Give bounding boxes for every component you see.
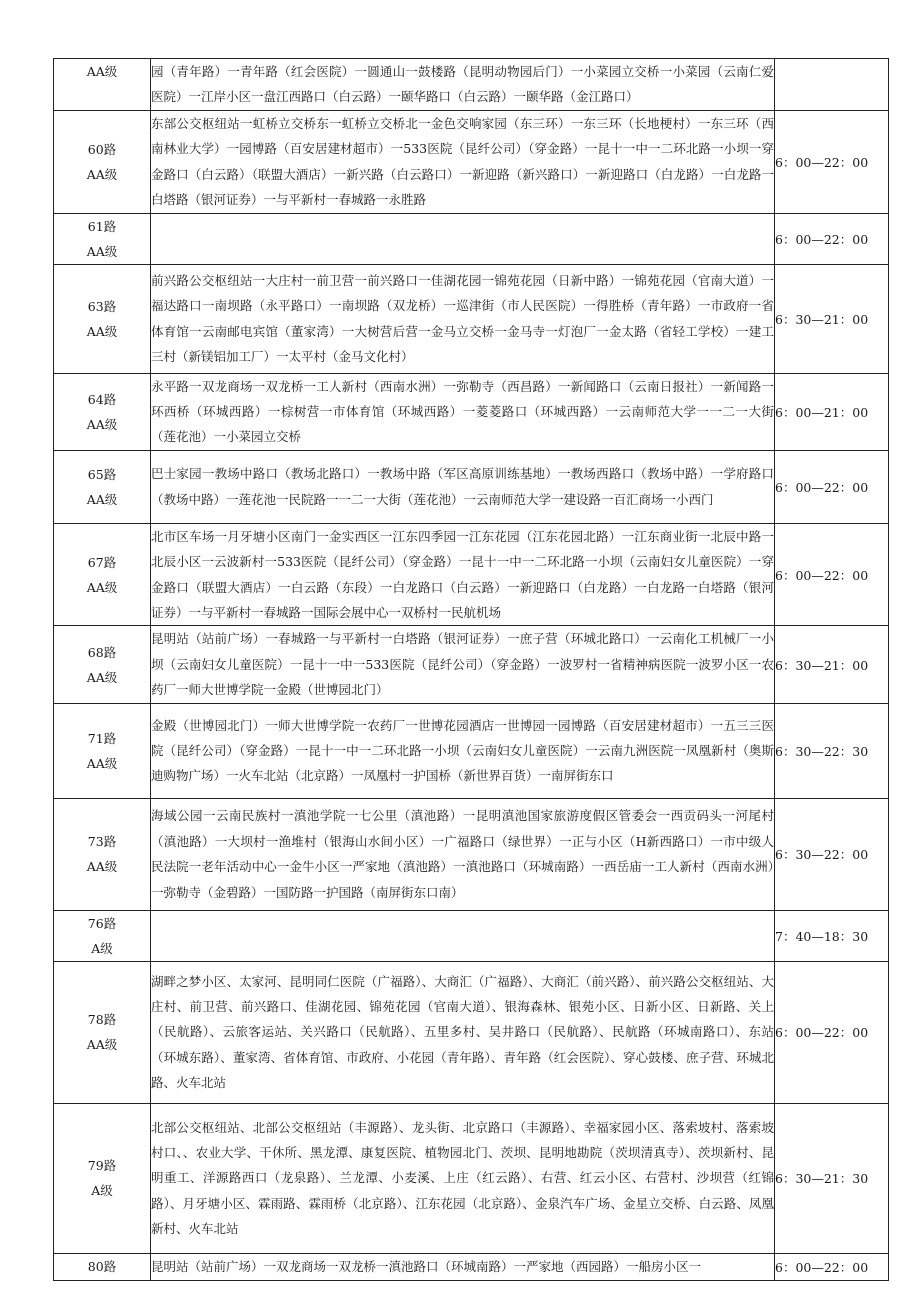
route-number: 64路: [87, 391, 117, 407]
table-row: [54, 703, 889, 798]
service-level: AA级: [86, 323, 118, 339]
stops-cell: [151, 523, 775, 626]
route-number: 80路: [87, 1258, 117, 1274]
stops-list: 北市区车场一月牙塘小区南门一金实西区一江东四季园一江东花园（江东花园北路）一江东商业街一北辰中路一北辰小区一云波新村一533医院（昆纤公司）（穿金路）一昆十一中一二环北路一小坝（云南妇女儿童医院）一穿金路口（联盟大酒店）一白云路（东段）一白龙路口（白云路）一新迎路口（白龙路）一白龙路一白塔路（银河证券）一与平新村一春城路一国际会展中心一双桥村一民航机场: [151, 528, 774, 621]
operating-hours: 6：30—22：00: [775, 847, 869, 863]
route-number: 68路: [87, 644, 117, 660]
hours-cell: [775, 910, 889, 961]
stops-cell: [151, 59, 775, 111]
route-number: 65路: [87, 466, 117, 482]
route-cell: [54, 961, 151, 1103]
stops-list: 东部公交枢纽站一虹桥立交桥东一虹桥立交桥北一金色交响家园（东三环）一东三环（长地梗村）一东三环（西南林业大学）一园博路（百安居建材超市）一533医院（昆纤公司）（穿金路）一昆十一中一二环北路一小坝一穿金路口（白云路）（联盟大酒店）一新兴路（白云路口）一新迎路（新兴路口）一新迎路口（白龙路）一白龙路一白塔路（银河证券）一与平新村一春城路一永胜路: [151, 116, 774, 208]
stops-cell: [151, 450, 775, 523]
route-number: 67路: [87, 554, 117, 570]
stops-cell: [151, 910, 775, 961]
stops-cell: [151, 626, 775, 703]
route-cell: [54, 910, 151, 961]
bus-route-table: [53, 58, 889, 1281]
table-row: [54, 213, 889, 264]
table-row: [54, 1253, 889, 1280]
stops-list: 永平路一双龙商场一双龙桥一工人新村（西南水洲）一弥勒寺（西昌路）一新闻路口（云南日报社）一新闻路一环西桥（环城西路）一棕树营一市体育馆（环城西路）一菱菱路口（环城西路）一云南师范大学一一二一大街（莲花池）一小菜园立交桥: [151, 378, 774, 445]
operating-hours: 6：00—22：00: [775, 567, 869, 583]
stops-cell: [151, 264, 775, 373]
operating-hours: 6：30—21：30: [775, 1171, 869, 1187]
service-level: AA级: [86, 243, 118, 259]
operating-hours: 6：30—22：30: [775, 743, 869, 759]
hours-cell: [775, 523, 889, 626]
hours-cell: [775, 1103, 889, 1253]
table-row: [54, 1103, 889, 1253]
stops-cell: [151, 373, 775, 450]
stops-list: 前兴路公交枢纽站一大庄村一前卫营一前兴路口一佳湖花园一锦苑花园（日新中路）一锦苑花园（官南大道）一福达路口一南坝路（永平路口）一南坝路（双龙桥）一巡津街（市人民医院）一得胜桥（青年路）一市政府一省体育馆一云南邮电宾馆（董家湾）一大树营后营一金马立交桥一金马寺一灯泡厂一金太路（省轻工学校）一建工三村（新镁铝加工厂）一太平村（金马文化村）: [151, 272, 774, 365]
stops-list: 昆明站（站前广场）一双龙商场一双龙桥一滇池路口（环城南路）一严家地（西园路）一船房小区一: [151, 1258, 702, 1274]
route-number: 61路: [87, 218, 117, 234]
hours-cell: [775, 961, 889, 1103]
table-row: [54, 910, 889, 961]
route-number: 79路: [87, 1158, 117, 1174]
operating-hours: 7：40—18：30: [775, 928, 869, 944]
table-row: [54, 523, 889, 626]
operating-hours: 6：00—22：00: [775, 231, 869, 247]
route-number: 73路: [87, 834, 117, 850]
service-level: AA级: [86, 1037, 118, 1053]
hours-cell: [775, 59, 889, 111]
operating-hours: 6：00—22：00: [775, 1025, 869, 1041]
stops-cell: [151, 1103, 775, 1253]
table-row: [54, 59, 889, 111]
route-number: 63路: [87, 298, 117, 314]
route-cell: [54, 59, 151, 111]
service-level: AA级: [86, 64, 118, 79]
service-level: AA级: [86, 166, 118, 182]
operating-hours: 6：00—22：00: [775, 479, 869, 495]
stops-list: 湖畔之梦小区、太家河、昆明同仁医院（广福路）、大商汇（广福路）、大商汇（前兴路）、前兴路公交枢纽站、大庄村、前卫营、前兴路口、佳湖花园、锦苑花园（官南大道）、银海森林、银苑小区、日新小区、日新路、关上（民航路）、云旅客运站、关兴路口（民航路）、五里多村、吴井路口（民航路）、民航路（环城南路口）、东站（环城东路）、董家湾、省体育馆、市政府、小花园（青年路）、青年路（红会医院）、穿心鼓楼、庶子营、环城北路、火车北站: [151, 973, 774, 1091]
service-level: AA级: [86, 579, 118, 595]
service-level: AA级: [86, 416, 118, 432]
stops-cell: [151, 213, 775, 264]
service-level: AA级: [86, 669, 118, 685]
operating-hours: 6：30—21：00: [775, 311, 869, 327]
table-row: [54, 373, 889, 450]
stops-cell: [151, 111, 775, 214]
service-level: A级: [91, 940, 113, 956]
hours-cell: [775, 798, 889, 910]
table-row: [54, 450, 889, 523]
hours-cell: [775, 213, 889, 264]
operating-hours: 6：30—21：00: [775, 657, 869, 673]
route-cell: [54, 111, 151, 214]
hours-cell: [775, 111, 889, 214]
route-rows: [54, 59, 889, 1281]
stops-cell: [151, 703, 775, 798]
table-row: [54, 961, 889, 1103]
stops-list: 园（青年路）一青年路（红会医院）一圆通山一鼓楼路（昆明动物园后门）一小菜园立交桥一小菜园（云南仁爱医院）一江岸小区一盘江西路口（白云路）一颐华路口（白云路）一颐华路（金江路口）: [151, 64, 774, 105]
stops-list: 海域公园一云南民族村一滇池学院一七公里（滇池路）一昆明滇池国家旅游度假区管委会一西贡码头一河尾村（滇池路）一大坝村一渔堆村（银海山水间小区）一广福路口（绿世界）一正与小区（H新西路口）一市中级人民法院一老年活动中心一金牛小区一严家地（滇池路）一滇池路口（环城南路）一西岳庙一工人新村（西南水洲）一弥勒寺（金碧路）一国防路一护国路（南屏街东口南）: [151, 808, 774, 900]
stops-list: 昆明站（站前广场）一春城路一与平新村一白塔路（银河证券）一庶子营（环城北路口）一云南化工机械厂一小坝（云南妇女儿童医院）一昆十一中一533医院（昆纤公司）（穿金路）一波罗村一省精神病医院一波罗小区一农药厂一师大世博学院一金殿（世博园北门）: [151, 631, 774, 698]
stops-list: 北部公交枢纽站、北部公交枢纽站（丰源路）、龙头街、北京路口（丰源路）、幸福家园小区、落索坡村、落索坡村口、、农业大学、干休所、黑龙潭、康复医院、植物园北门、茨坝、昆明地勘院（茨坝清真寺）、茨坝新村、昆明重工、洋源路西口（龙泉路）、兰龙潭、小麦溪、上庄（红云路）、右营、红云小区、右营村、沙坝营（红锦路）、月牙塘小区、霖雨路、霖雨桥（北京路）、江东花园（北京路）、金泉汽车广场、金星立交桥、白云路、凤凰新村、火车北站: [151, 1119, 774, 1237]
service-level: AA级: [86, 755, 118, 771]
hours-cell: [775, 1253, 889, 1280]
operating-hours: 6：00—22：00: [775, 154, 869, 170]
operating-hours: 6：00—21：00: [775, 404, 869, 420]
route-cell: [54, 1103, 151, 1253]
service-level: A级: [91, 1183, 113, 1199]
route-cell: [54, 523, 151, 626]
table-row: [54, 264, 889, 373]
service-level: AA级: [86, 491, 118, 507]
route-cell: [54, 450, 151, 523]
stops-list: 巴士家园一教场中路口（教场北路口）一教场中路（军区高原训练基地）一教场西路口（教场中路）一学府路口（教场中路）一莲花池一民院路一一二一大街（莲花池）一云南师范大学一建设路一百汇商场一小西门: [151, 466, 774, 507]
table-row: [54, 111, 889, 214]
hours-cell: [775, 703, 889, 798]
route-cell: [54, 373, 151, 450]
operating-hours: 6：00—22：00: [775, 1259, 869, 1275]
route-cell: [54, 798, 151, 910]
route-number: 71路: [87, 730, 117, 746]
hours-cell: [775, 264, 889, 373]
route-cell: [54, 264, 151, 373]
service-level: AA级: [86, 859, 118, 875]
hours-cell: [775, 450, 889, 523]
stops-list: 金殿（世博园北门）一师大世博学院一农药厂一世博花园酒店一世博园一园博路（百安居建材超市）一五三三医院（昆纤公司）（穿金路）一昆十一中一二环北路一小坝（云南妇女儿童医院）一云南九洲医院一凤凰新村（奥斯迪购物广场）一火车北站（北京路）一凤凰村一护国桥（新世界百货）一南屏街东口: [151, 717, 774, 784]
route-cell: [54, 626, 151, 703]
route-cell: [54, 213, 151, 264]
stops-cell: [151, 798, 775, 910]
hours-cell: [775, 373, 889, 450]
stops-cell: [151, 1253, 775, 1280]
table-row: [54, 798, 889, 910]
route-number: 78路: [87, 1012, 117, 1028]
route-number: 60路: [87, 141, 117, 157]
stops-cell: [151, 961, 775, 1103]
hours-cell: [775, 626, 889, 703]
route-cell: [54, 1253, 151, 1280]
route-cell: [54, 703, 151, 798]
table-row: [54, 626, 889, 703]
route-number: 76路: [87, 915, 117, 931]
